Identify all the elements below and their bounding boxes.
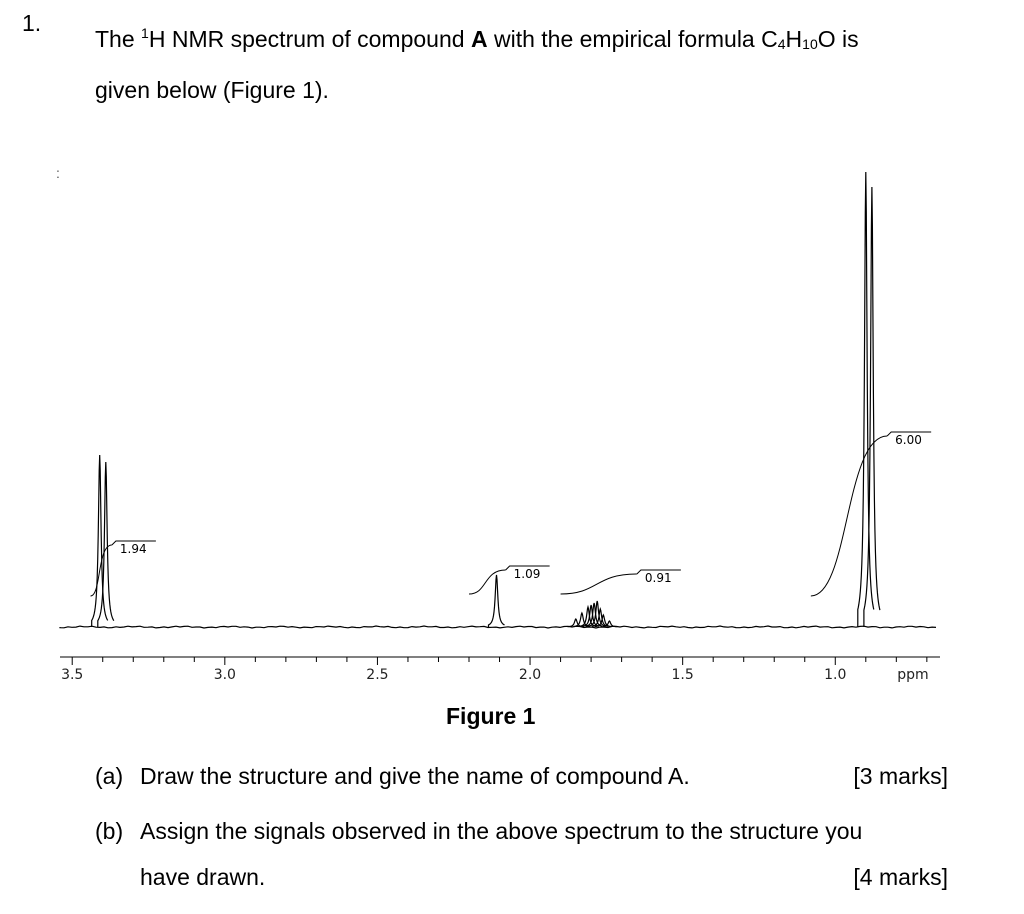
- part-b-label: (b): [95, 818, 124, 844]
- stem-nmr: H NMR spectrum of compound: [148, 26, 471, 52]
- formula-o: O is: [817, 26, 859, 52]
- peak-line: [488, 575, 504, 627]
- integral-label: 6.00: [895, 433, 922, 447]
- isotope-superscript: 1: [141, 25, 149, 41]
- spectrum-baseline: [60, 626, 936, 628]
- nmr-spectrum: [0, 160, 1024, 700]
- integral-curves: [91, 432, 932, 596]
- part-b-text-2: have drawn.: [140, 864, 266, 890]
- stem-prefix: The: [95, 26, 142, 52]
- margin-mark: :: [56, 165, 60, 181]
- figure-caption: Figure 1: [446, 703, 536, 729]
- stem-mid: with the empirical formula C: [487, 26, 778, 52]
- integral-label: 0.91: [644, 571, 672, 585]
- stem-line-2: given below (Figure 1).: [95, 77, 329, 103]
- part-b-marks: [4 marks]: [853, 864, 948, 890]
- peak-1.78: [568, 601, 618, 627]
- formula-sub-h: 10: [802, 36, 818, 52]
- integral-curve: [561, 574, 637, 594]
- part-a-marks: [3 marks]: [853, 763, 948, 789]
- tick-label: 1.0: [824, 667, 847, 683]
- tick-label: 2.5: [366, 667, 389, 683]
- ppm-axis: [60, 657, 940, 683]
- question-stem: [95, 10, 975, 113]
- formula-sub-c: 4: [777, 36, 786, 52]
- tick-label: 2.0: [518, 667, 542, 683]
- peak-0.89: [858, 172, 880, 627]
- part-a-text: Draw the structure and give the name of compound A.: [140, 763, 690, 789]
- spectrum-trace: [60, 172, 936, 628]
- peak-2.11: [488, 575, 504, 627]
- peak-3.4: [92, 455, 114, 627]
- tick-label: 1.5: [671, 667, 694, 683]
- part-a-label: (a): [95, 763, 124, 789]
- axis-unit-label: ppm: [897, 667, 929, 683]
- integral-label: 1.94: [119, 542, 147, 556]
- formula-h: H: [785, 26, 803, 52]
- part-b-text: Assign the signals observed in the above spectrum to the structure you: [140, 818, 863, 844]
- question-number: 1.: [22, 10, 42, 36]
- compound-label: A: [470, 26, 488, 52]
- tick-label: 3.0: [213, 667, 236, 683]
- integral-curve: [469, 570, 506, 594]
- tick-label: 3.5: [61, 667, 84, 683]
- integral-label: 1.09: [513, 567, 541, 581]
